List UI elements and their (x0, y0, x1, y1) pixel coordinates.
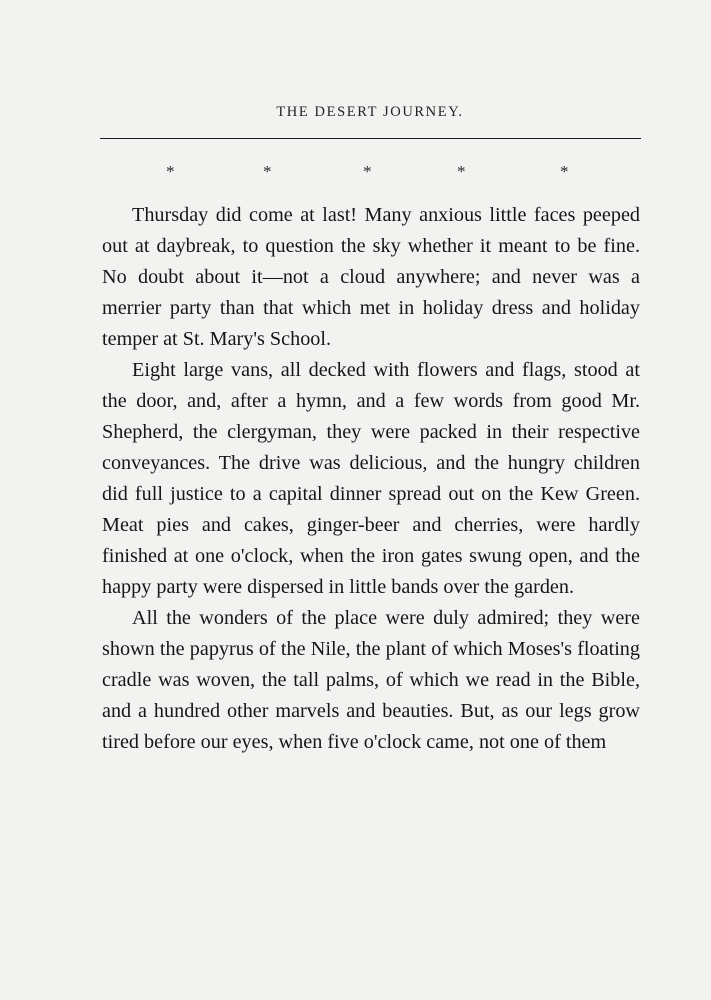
paragraph: Thursday did come at last! Many anxious little faces peeped out at daybreak, to question the sky whether it meant to be fine. No doubt about it—not a cloud anywhere; and never was a merrier party than that which met in holiday dress and holiday temper at St. Mary's School. (102, 204, 640, 350)
asterisk-ornament: * (166, 162, 175, 181)
running-head: THE DESERT JOURNEY. (276, 104, 464, 120)
asterisk-ornament: * (363, 162, 372, 181)
asterisk-ornament: * (263, 162, 272, 181)
header-rule (100, 138, 641, 139)
paragraph: All the wonders of the place were duly admired; they were shown the papyrus of the Nile, the plant of which Moses's floating cradle was woven, the tall palms, of which we read in the Bible, and a hundred other marvels and beauties. But, as our legs grow tired before our eyes, when five o'clock came, not one of them (102, 607, 640, 753)
section-break-asterism (100, 160, 641, 184)
asterisk-ornament: * (560, 162, 569, 181)
asterisk-ornament: * (457, 162, 466, 181)
body-text (102, 200, 640, 758)
paragraph: Eight large vans, all decked with flowers and flags, stood at the door, and, after a hymn, and a few words from good Mr. Shepherd, the clergyman, they were packed in their respective conveyances. The drive was delicious, and the hungry children did full justice to a capital dinner spread out on the Kew Green. Meat pies and cakes, ginger-beer and cherries, were hardly finished at one o'clock, when the iron gates swung open, and the happy party were dispersed in little bands over the garden. (102, 359, 640, 598)
